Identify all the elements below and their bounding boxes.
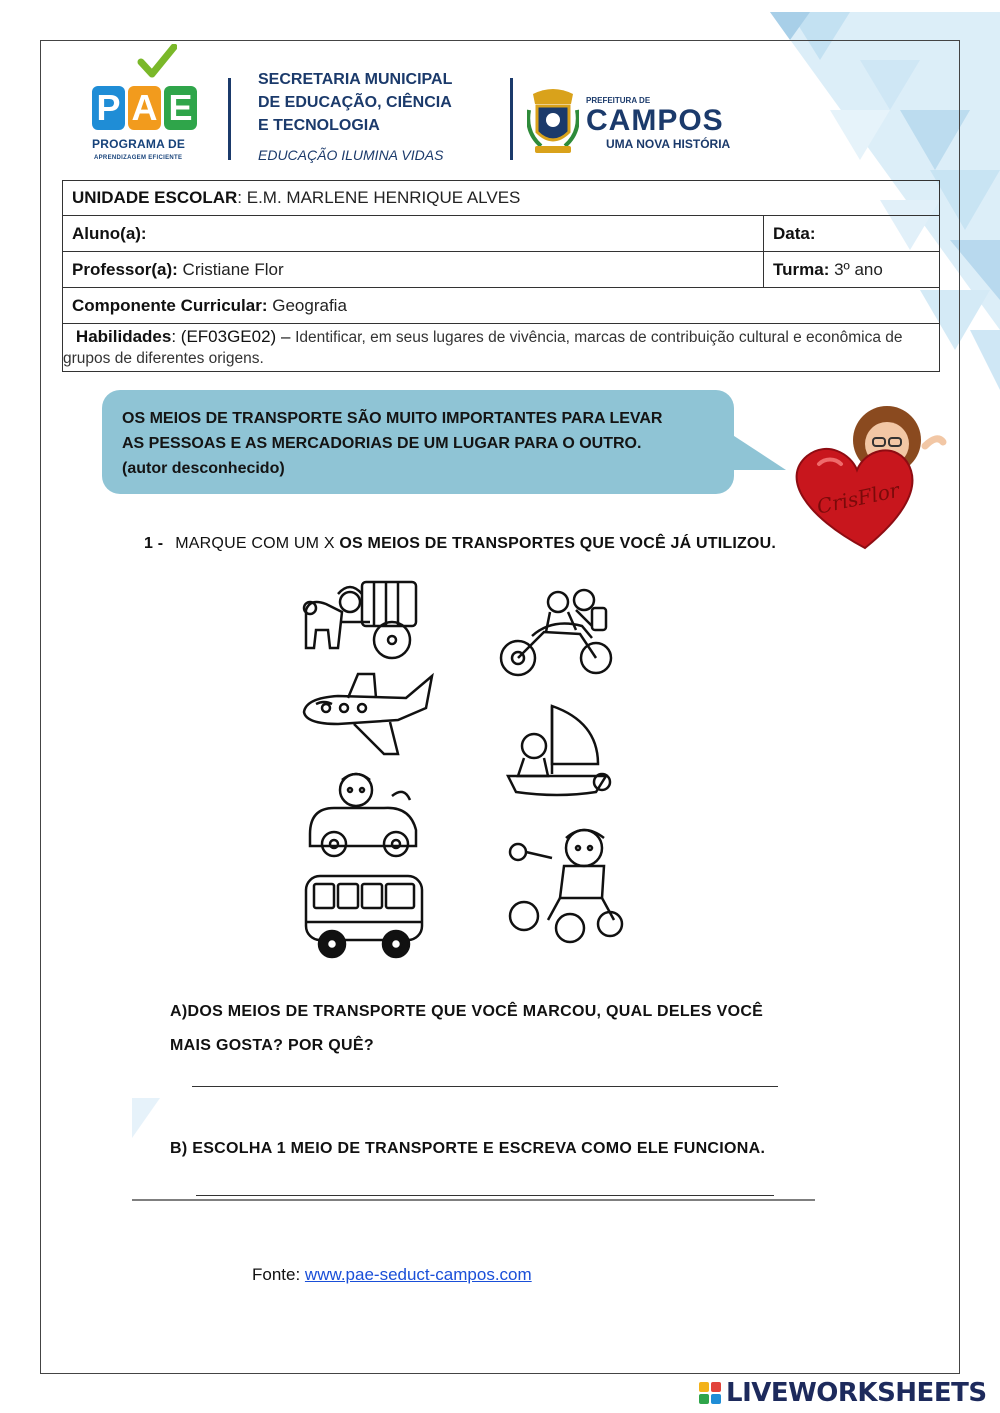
sailboat-icon[interactable] [502,702,614,802]
question-a: A)DOS MEIOS DE TRANSPORTE QUE VOCÊ MARCOU, QUAL DELES VOCÊ MAIS GOSTA? POR QUÊ? [170,1003,764,1054]
prefeitura-label: PREFEITURA DE [586,96,651,105]
secretaria-title: SECRETARIA MUNICIPAL DE EDUCAÇÃO, CIÊNCIA E TECNOLOGIA [258,71,453,134]
ox-cart-icon[interactable] [300,572,424,664]
speech-bubble-tail [728,428,786,480]
campos-tagline: UMA NOVA HISTÓRIA [606,137,731,151]
liveworksheets-icon [698,1381,722,1405]
car-icon[interactable] [304,768,424,864]
answer-line-b[interactable] [196,1195,774,1196]
campos-wordmark: CAMPOS [586,104,724,137]
student-info-table [62,180,940,372]
avatar-signature: CrisFlor [814,477,902,519]
source-footer: Fonte: www.pae-seduct-campos.com [252,1265,532,1284]
header-divider [228,78,231,160]
turma-cell: Turma: 3º ano [764,252,940,288]
checkmark-icon [137,44,177,78]
answer-line-a[interactable] [192,1086,778,1087]
secretaria-motto: EDUCAÇÃO ILUMINA VIDAS [258,147,444,163]
unidade-escolar-cell: UNIDADE ESCOLAR: E.M. MARLENE HENRIQUE ALVES [63,181,940,216]
pae-logo [92,44,204,168]
professor-cell: Professor(a): Cristiane Flor [63,252,764,288]
campos-crest-icon [527,86,579,156]
motorcycle-icon[interactable] [492,578,618,680]
pae-subtitle-small: APRENDIZAGEM EFICIENTE [94,155,183,161]
header-divider-2 [510,78,513,160]
question-b: B) ESCOLHA 1 MEIO DE TRANSPORTE E ESCREVA COMO ELE FUNCIONA. [170,1140,766,1157]
tricycle-icon[interactable] [504,824,626,950]
pae-subtitle: PROGRAMA DE [92,137,186,151]
pae-letter-a: A [128,86,161,130]
source-link[interactable]: www.pae-seduct-campos.com [304,1265,532,1284]
teacher-avatar [785,398,955,568]
airplane-icon[interactable] [298,668,438,760]
pae-letter-e: E [164,86,197,130]
liveworksheets-logo[interactable]: LIVEWORKSHEETS [698,1378,987,1408]
habilidades-cell: Habilidades: (EF03GE02) – Identificar, em seus lugares de vivência, marcas de contribuição cultural e econômica de grupos de diferentes origens. [63,324,940,372]
data-field[interactable]: Data: [764,216,940,252]
aluno-field[interactable]: Aluno(a): [63,216,764,252]
question-1: 1 - MARQUE COM UM X OS MEIOS DE TRANSPORTES QUE VOCÊ JÁ UTILIZOU. [144,535,776,552]
speech-bubble: OS MEIOS DE TRANSPORTE SÃO MUITO IMPORTANTES PARA LEVAR AS PESSOAS E AS MERCADORIAS DE UM LUGAR PARA O OUTRO. (autor desconhecido) [102,390,734,494]
bus-icon[interactable] [300,870,428,962]
componente-curricular-cell: Componente Curricular: Geografia [63,288,940,324]
pae-letter-p: P [92,86,125,130]
